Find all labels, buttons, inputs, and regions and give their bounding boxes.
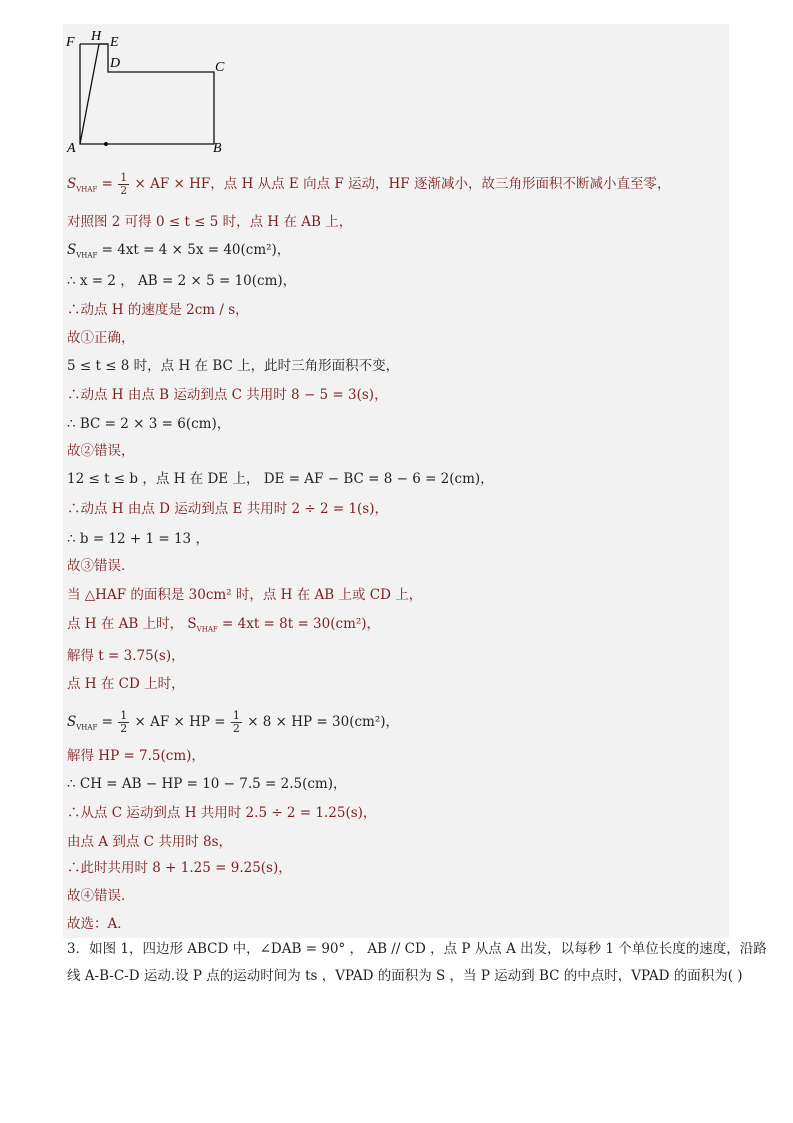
solution-line-5: ∴动点 H 的速度是 2cm / s， [67, 302, 249, 318]
line-16-text-b: = 4xt = 8t = 30(cm²)， [217, 616, 381, 632]
line-19-text-c: × AF × HP = [134, 714, 230, 730]
figure-outline [80, 44, 214, 144]
label-f: F [66, 35, 75, 50]
label-e: E [110, 35, 119, 50]
label-a: A [67, 141, 76, 156]
solution-line-19 [67, 710, 399, 738]
solution-line-2: 对照图 2 可得 0 ≤ t ≤ 5 时，点 H 在 AB 上， [67, 214, 353, 230]
line-19-text-d: × 8 × HP = 30(cm²)， [247, 714, 400, 730]
question-3-line-1: 3．如图 1，四边形 ABCD 中，∠DAB = 90° ， AB // CD ，点 P 从点 A 出发，以每秒 1 个单位长度的速度，沿路 [67, 941, 767, 957]
solution-line-13: ∴ b = 12 + 1 = 13 ， [67, 531, 209, 547]
line-3-text: = 4xt = 4 × 5x = 40(cm²)， [97, 242, 291, 258]
solution-line-12: ∴动点 H 由点 D 运动到点 E 共用时 2 ÷ 2 = 1(s)， [67, 501, 389, 517]
area-symbol: $S_{VHAF}$ [67, 714, 98, 732]
solution-line-26: 故选：A． [67, 916, 131, 932]
label-h: H [91, 29, 102, 44]
solution-line-17: 解得 t = 3.75(s)， [67, 648, 185, 664]
line-16-text-a: 点 H 在 AB 上时， S [67, 616, 197, 632]
solution-line-14: 故③错误． [67, 558, 135, 574]
geometry-figure [63, 26, 243, 156]
solution-line-18: 点 H 在 CD 上时， [67, 676, 185, 692]
fraction-half: $\frac{1}{2}$ [120, 709, 128, 735]
solution-line-11: 12 ≤ t ≤ b ，点 H 在 DE 上， DE = AF − BC = 8 − 6 = 2(cm)， [67, 471, 494, 487]
solution-line-22: ∴从点 C 运动到点 H 共用时 2.5 ÷ 2 = 1.25(s)， [67, 805, 377, 821]
solution-line-23: 由点 A 到点 C 共用时 8s， [67, 834, 233, 850]
solution-line-6: 故①正确， [67, 330, 135, 346]
figure-svg [63, 26, 243, 156]
point-dot [104, 142, 108, 146]
solution-line-15: 当 △HAF 的面积是 30cm² 时，点 H 在 AB 上或 CD 上， [67, 587, 423, 603]
solution-line-4: ∴ x = 2 ， AB = 2 × 5 = 10(cm)， [67, 273, 297, 289]
question-3-line-2: 线 A-B-C-D 运动.设 P 点的运动时间为 ts ，VPAD 的面积为 S ，当 P 运动到 BC 的中点时，VPAD 的面积为( ) [67, 968, 743, 984]
solution-line-3 [67, 240, 290, 266]
area-subscript: VHAF [196, 625, 218, 634]
solution-line-1 [67, 172, 670, 200]
line-1-text: × AF × HF，点 H 从点 E 向点 F 运动，HF 逐渐减小，故三角形面积不断减小直至零， [134, 176, 671, 192]
label-c: C [215, 60, 225, 75]
segment-ah [80, 44, 99, 144]
equals-sign: = [101, 714, 118, 730]
label-b: B [213, 141, 222, 156]
solution-line-21: ∴ CH = AB − HP = 10 − 7.5 = 2.5(cm)， [67, 776, 347, 792]
fraction-half: $\frac{1}{2}$ [232, 709, 240, 735]
solution-line-7: 5 ≤ t ≤ 8 时，点 H 在 BC 上，此时三角形面积不变， [67, 358, 400, 374]
solution-line-8: ∴动点 H 由点 B 运动到点 C 共用时 8 − 5 = 3(s)， [67, 387, 388, 403]
solution-line-24: ∴此时共用时 8 + 1.25 = 9.25(s)， [67, 860, 292, 876]
area-symbol: $S_{VHAF}$ [67, 176, 98, 194]
solution-line-16 [67, 614, 380, 640]
equals-sign: = [101, 176, 118, 192]
label-d: D [110, 56, 121, 71]
solution-line-10: 故②错误， [67, 443, 135, 459]
solution-line-20: 解得 HP = 7.5(cm)， [67, 748, 205, 764]
solution-line-9: ∴ BC = 2 × 3 = 6(cm)， [67, 416, 231, 432]
area-symbol: $S_{VHAF}$ [67, 242, 98, 260]
fraction-half: $\frac{1}{2}$ [120, 171, 128, 197]
solution-line-25: 故④错误． [67, 888, 135, 904]
